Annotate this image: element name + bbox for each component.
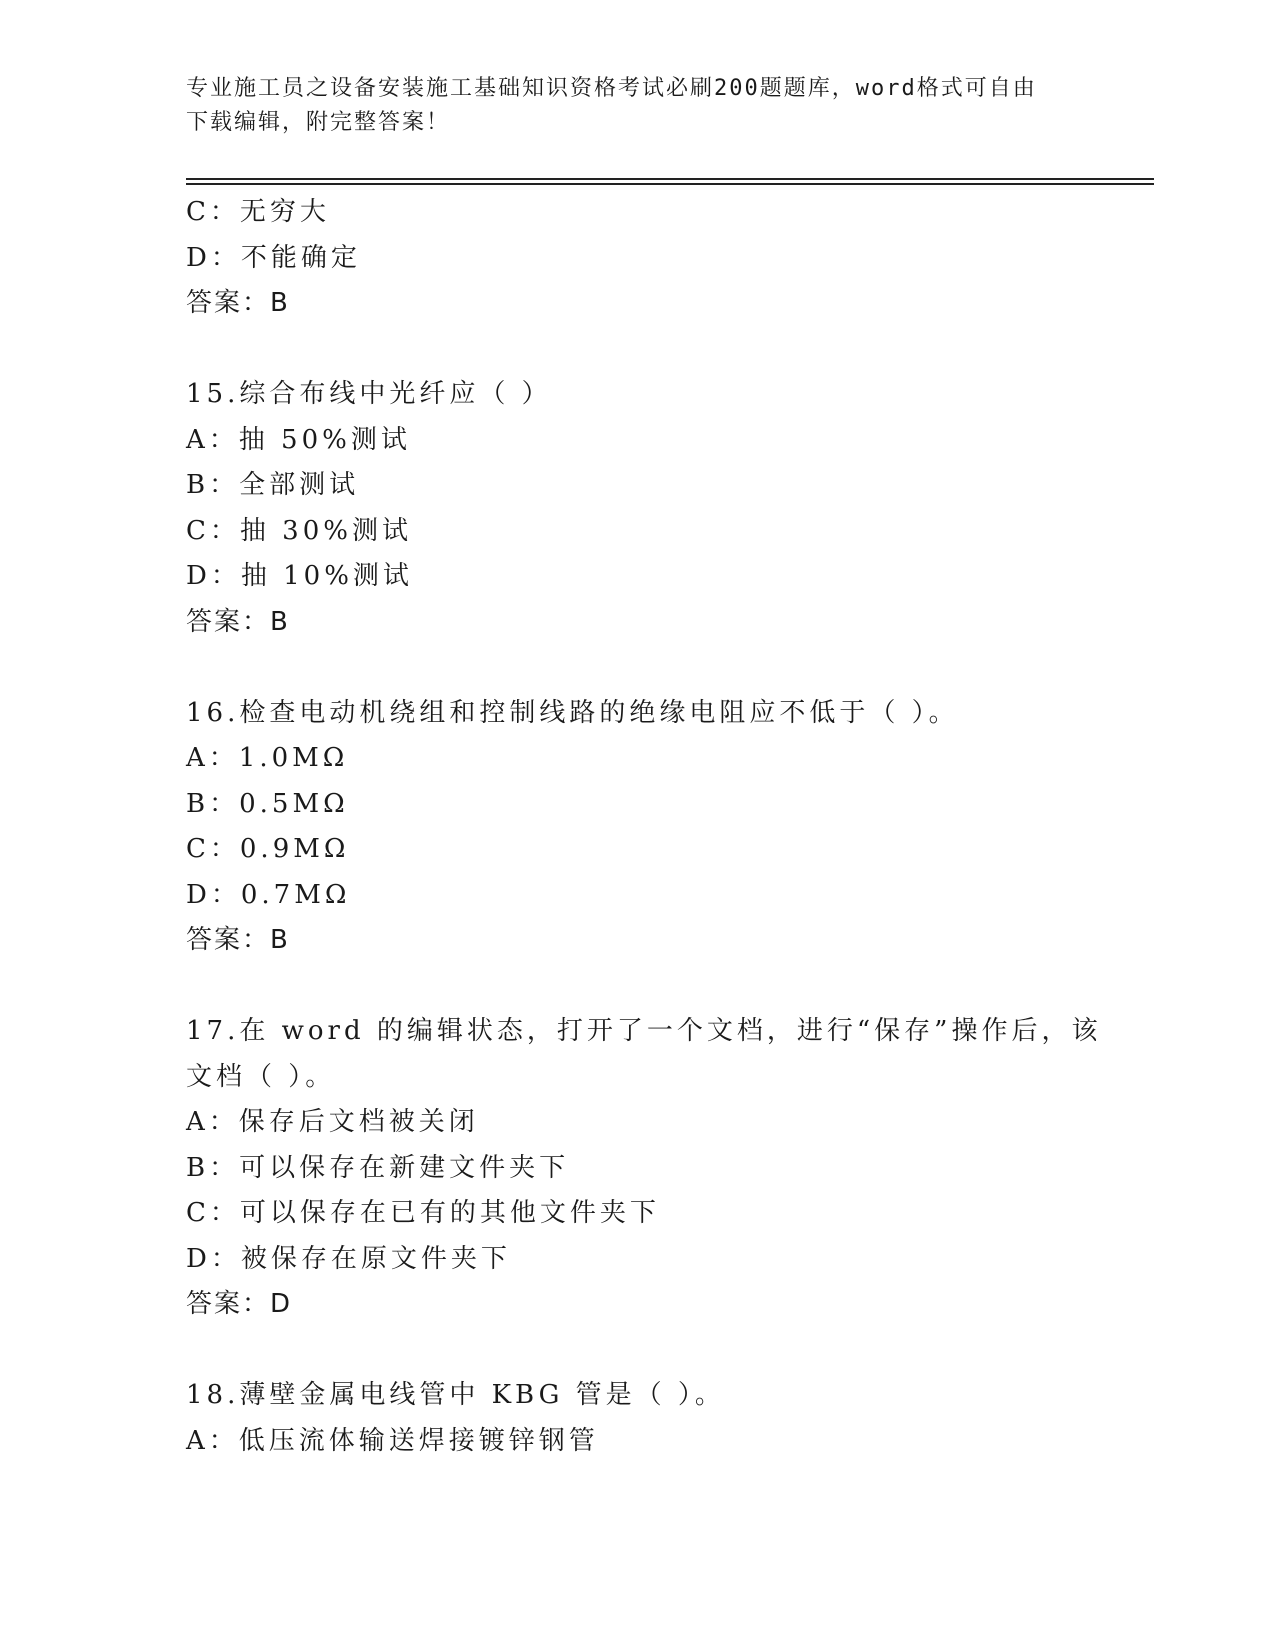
spacer: [186, 964, 1106, 1010]
option-d: D：不能确定: [186, 242, 361, 273]
answer: 答案：B: [186, 606, 290, 637]
option-c: C：可以保存在已有的其他文件夹下: [186, 1198, 660, 1228]
question-block-partial: [186, 190, 1106, 327]
question-block-15: [186, 372, 1106, 645]
question-list: [186, 190, 1106, 1464]
option-b: B：0.5MΩ: [186, 788, 349, 819]
option-b: B：全部测试: [186, 470, 360, 500]
spacer: [186, 1328, 1106, 1374]
document-header: [186, 72, 1066, 140]
header-divider-top: [186, 178, 1154, 180]
option-b: B：可以保存在新建文件夹下: [186, 1152, 570, 1183]
question-text: 16.检查电动机绕组和控制线路的绝缘电阻应不低于（ ）。: [186, 697, 959, 728]
header-title-line-1: 专业施工员之设备安装施工基础知识资格考试必刷200题题库，word格式可自由: [186, 76, 1037, 101]
header-title-line-2: 下载编辑，附完整答案！: [186, 110, 451, 135]
question-block-16: [186, 691, 1106, 964]
answer: 答案：D: [186, 1289, 293, 1319]
question-text: 15.综合布线中光纤应（ ）: [186, 379, 552, 409]
option-a: A：1.0MΩ: [186, 743, 349, 773]
option-c: C：抽 30%测试: [186, 515, 412, 546]
question-text-line-2: 文档（ ）。: [186, 1061, 336, 1092]
question-block-18: [186, 1373, 1106, 1464]
spacer: [186, 645, 1106, 691]
option-d: D：被保存在原文件夹下: [186, 1243, 511, 1274]
option-a: A：低压流体输送焊接镀锌钢管: [186, 1425, 599, 1456]
option-c: C：0.9MΩ: [186, 834, 350, 864]
question-text-line-1: 17.在 word 的编辑状态，打开了一个文档，进行“保存”操作后，该: [186, 1016, 1102, 1046]
option-a: A：保存后文档被关闭: [186, 1107, 479, 1137]
question-text: 18.薄壁金属电线管中 KBG 管是（ ）。: [186, 1380, 725, 1410]
spacer: [186, 327, 1106, 373]
header-divider-bottom: [186, 183, 1154, 185]
option-a: A：抽 50%测试: [186, 424, 411, 455]
option-d: D：抽 10%测试: [186, 561, 413, 591]
option-d: D：0.7MΩ: [186, 879, 351, 910]
answer: 答案：B: [186, 288, 290, 318]
answer: 答案：B: [186, 925, 290, 955]
question-block-17: [186, 1009, 1106, 1328]
option-c: C：无穷大: [186, 197, 330, 227]
